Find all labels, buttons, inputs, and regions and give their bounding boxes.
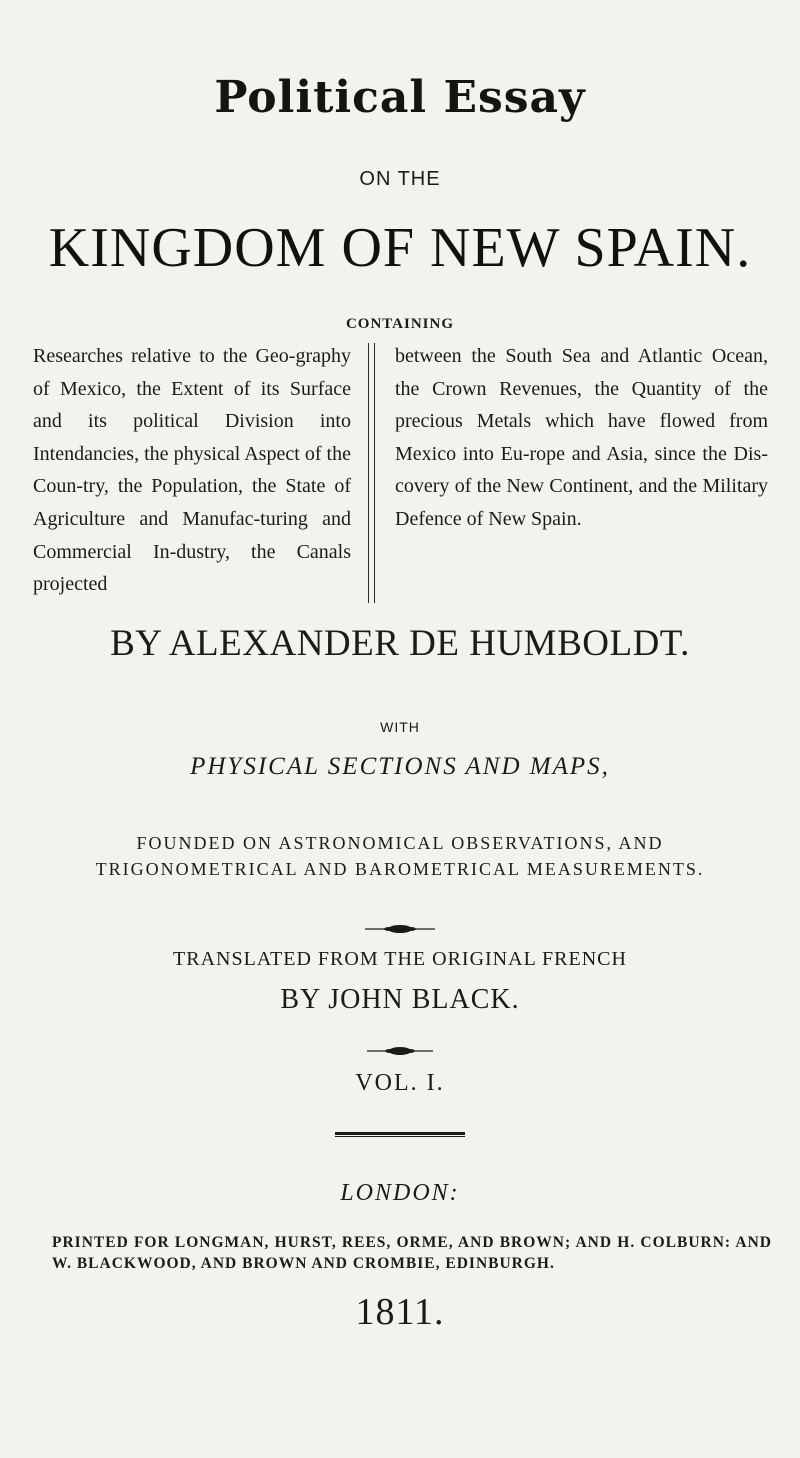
with-label: WITH xyxy=(380,719,420,735)
author-line: BY ALEXANDER DE HUMBOLDT. xyxy=(110,623,690,664)
translated-from-line: TRANSLATED FROM THE ORIGINAL FRENCH xyxy=(173,948,627,970)
column-divider-right xyxy=(374,343,375,603)
volume-label: VOL. I. xyxy=(355,1070,445,1096)
essay-heading: Political Essay xyxy=(214,72,586,123)
imprint-printers: PRINTED FOR LONGMAN, HURST, REES, ORME, AND BROWN; AND H. COLBURN: AND W. BLACKWOOD, AND BROWN AND CROMBIE, EDINBURGH. xyxy=(52,1234,772,1272)
ornament-divider-1 xyxy=(363,922,437,936)
imprint-city: LONDON: xyxy=(340,1180,460,1206)
founded-on-text: FOUNDED ON ASTRONOMICAL OBSERVATIONS, AND TRIGONOMETRICAL AND BAROMETRICAL MEASUREMENTS. xyxy=(95,833,705,879)
publication-year: 1811. xyxy=(355,1291,445,1333)
on-the-label: ON THE xyxy=(359,168,441,190)
physical-sections-line: PHYSICAL SECTIONS AND MAPS, xyxy=(190,753,610,780)
containing-heading: CONTAINING xyxy=(345,316,455,332)
contents-right-column: between the South Sea and Atlantic Ocean, the Crown Revenues, the Quantity of the precious Metals which have flowed from Mexico into Eu-rope and Asia, since the Dis-covery of the New Continent, and the Military Defence of New Spain. xyxy=(395,345,768,530)
kingdom-title: KINGDOM OF NEW SPAIN. xyxy=(48,217,752,279)
translator-line: BY JOHN BLACK. xyxy=(280,984,520,1015)
contents-left-column: Researches relative to the Geo-graphy of Mexico, the Extent of its Surface and its political Division into Intendancies, the physical Aspect of the Coun-try, the Population, the State of Agriculture and Manufac-turing and Commercial In-dustry, the Canals projected xyxy=(33,345,351,596)
thick-rule xyxy=(335,1132,465,1138)
ornament-divider-2 xyxy=(363,1044,437,1058)
column-divider-left xyxy=(368,343,369,603)
